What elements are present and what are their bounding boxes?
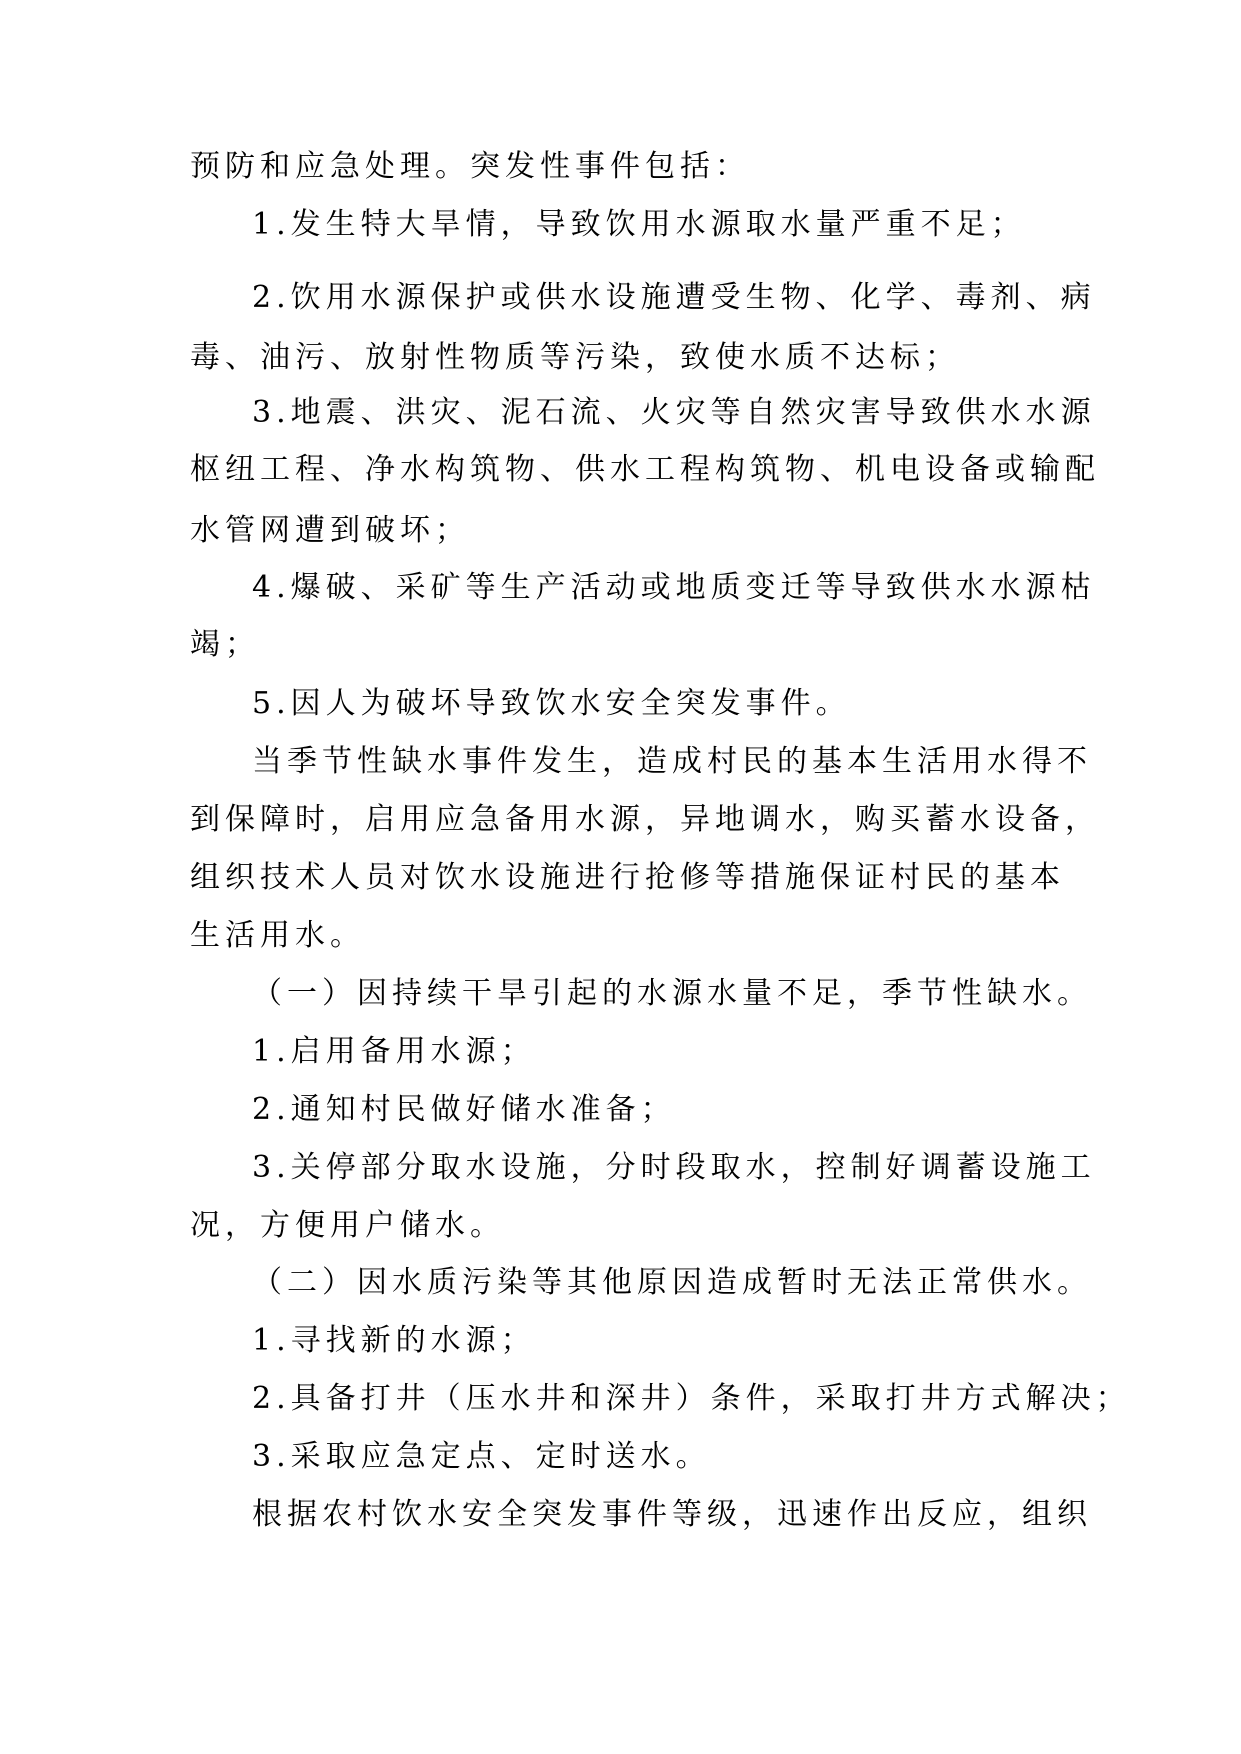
text-line: 生活用水。 — [190, 918, 365, 953]
text-line: 枢纽工程、净水构筑物、供水工程构筑物、机电设备或输配 — [190, 452, 1100, 487]
text-line: 根据农村饮水安全突发事件等级，迅速作出反应，组织 — [252, 1497, 1092, 1532]
text-line: 3.地震、洪灾、泥石流、火灾等自然灾害导致供水水源 — [252, 395, 1096, 430]
text-line: 1.启用备用水源； — [252, 1034, 536, 1069]
text-line: 3.关停部分取水设施，分时段取水，控制好调蓄设施工 — [252, 1150, 1096, 1185]
text-line: 5.因人为破坏导致饮水安全突发事件。 — [252, 686, 851, 721]
text-line: 4.爆破、采矿等生产活动或地质变迁等导致供水水源枯 — [252, 570, 1096, 605]
text-line: 竭； — [190, 627, 260, 662]
text-line: 3.采取应急定点、定时送水。 — [252, 1439, 711, 1474]
text-line: 1.寻找新的水源； — [252, 1323, 536, 1358]
text-line: 当季节性缺水事件发生，造成村民的基本生活用水得不 — [252, 744, 1092, 779]
text-line: 1.发生特大旱情，导致饮用水源取水量严重不足； — [252, 207, 1026, 242]
text-line: 2.通知村民做好储水准备； — [252, 1092, 676, 1127]
text-line: 2.具备打井（压水井和深井）条件，采取打井方式解决； — [252, 1381, 1131, 1416]
text-line: （一）因持续干旱引起的水源水量不足，季节性缺水。 — [252, 976, 1092, 1011]
text-line: 2.饮用水源保护或供水设施遭受生物、化学、毒剂、病 — [252, 280, 1096, 315]
text-line: 水管网遭到破坏； — [190, 513, 470, 548]
text-line: 毒、油污、放射性物质等污染，致使水质不达标； — [190, 340, 960, 375]
text-line: 到保障时，启用应急备用水源，异地调水，购买蓄水设备， — [190, 802, 1100, 837]
text-line: 组织技术人员对饮水设施进行抢修等措施保证村民的基本 — [190, 860, 1065, 895]
text-line: 况，方便用户储水。 — [190, 1208, 505, 1243]
text-line: （二）因水质污染等其他原因造成暂时无法正常供水。 — [252, 1265, 1092, 1300]
text-line: 预防和应急处理。突发性事件包括： — [190, 149, 750, 184]
